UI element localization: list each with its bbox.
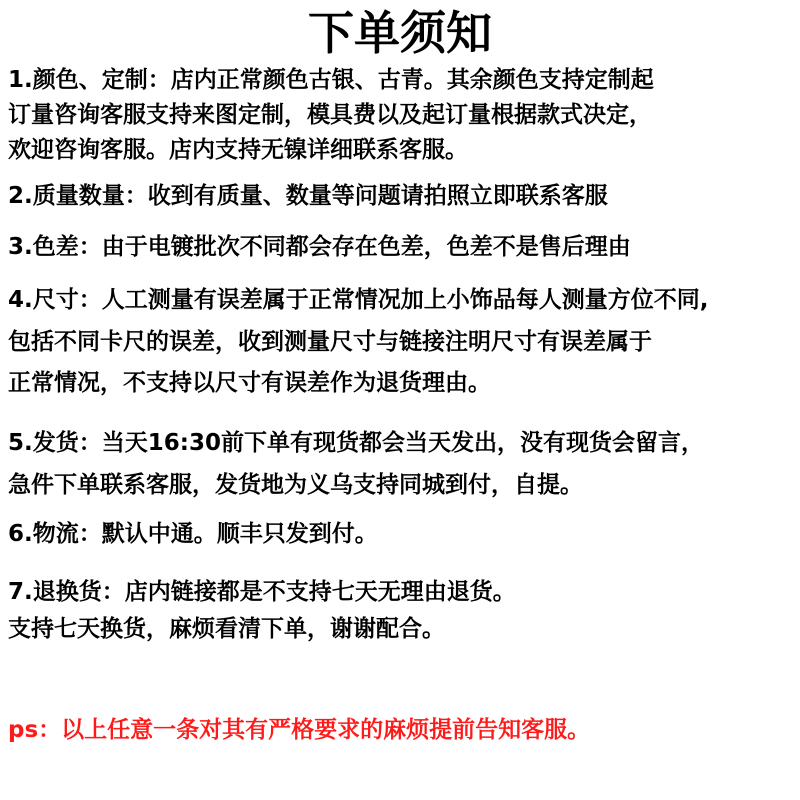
section-4-line-3: 正常情况，不支持以尺寸有误差作为退货理由。 [8,370,491,396]
section-4-line-2: 包括不同卡尺的误差，收到测量尺寸与链接注明尺寸有误差属于 [8,329,652,355]
section-3-line-1: 3.色差：由于电镀批次不同都会存在色差，色差不是售后理由 [8,234,631,260]
section-1-line-1: 1.颜色、定制：店内正常颜色古银、古青。其余颜色支持定制起 [8,67,654,93]
section-5-line-2: 急件下单联系客服，发货地为义乌支持同城到付，自提。 [8,472,583,498]
section-1-line-3: 欢迎咨询客服。店内支持无镍详细联系客服。 [8,137,468,163]
section-5-line-1: 5.发货：当天16:30前下单有现货都会当天发出，没有现货会留言， [8,430,704,456]
section-7-line-1: 7.退换货：店内链接都是不支持七天无理由退货。 [8,579,516,605]
section-2-line-1: 2.质量数量：收到有质量、数量等问题请拍照立即联系客服 [8,183,608,209]
section-1-line-2: 订量咨询客服支持来图定制，模具费以及起订量根据款式决定， [8,102,652,128]
page-title: 下单须知 [308,6,492,60]
section-7-line-2: 支持七天换货，麻烦看清下单，谢谢配合。 [8,616,445,642]
section-4-line-1: 4.尺寸：人工测量有误差属于正常情况加上小饰品每人测量方位不同, [8,287,709,313]
section-6-line-1: 6.物流：默认中通。顺丰只发到付。 [8,521,378,547]
ps-note: ps：以上任意一条对其有严格要求的麻烦提前告知客服。 [8,717,591,743]
